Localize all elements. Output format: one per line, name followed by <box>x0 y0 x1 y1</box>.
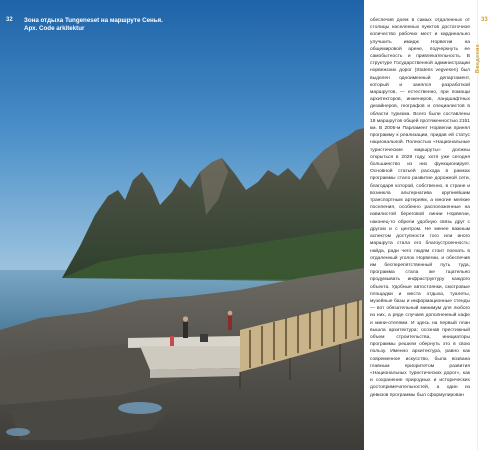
section-label: Введение <box>475 44 481 74</box>
page-number-right: 33 <box>481 17 488 23</box>
page-number-left: 32 <box>6 17 13 23</box>
caption-title: Зона отдыха Tungeneset на маршруте Сенья. <box>24 17 163 24</box>
caption-credit: Арх. Code arkitektur <box>24 25 85 32</box>
photo-caption <box>24 17 184 33</box>
body-text-column <box>370 17 470 399</box>
body-paragraph: обеспечив доем в самых отдаленных от столицы населенных пунктов достаточное количество рабочих мест и кардинально улучшить имидж Норвегии на общемировой арене, подчеркнуть ее самобытность и привлекательность. В структуре Государственной администрации норвежских дорог (Statens vegvesen) был выделен одноименный департамент, который и занялся разработкой маршрутов, — естественно, при помощи архитекторов, инженеров, ландшафтных дизайнеров, географов и специалистов в области туризма. Всего были составлены 18 маршрутов общей протяженностью 2151 км. В 2005-м Парламент Норвегии принял программу к реализации, придав ей статус национальной. Полностью «Национальные туристические маршруты» должны открыться в 2029 году, хотя уже сегодня большинство из них функционирует. Основной статьей расхода в рамках программы стало развитие дорожной сети, благодаря которой, собственно, в стране и возникла альтернатива крупнейшим транспортным артериям, а многие мелкие поселения, особенно расположенные на извилистой береговой линии Норвегии, наконец-то обрели удобную связь друг с другом и с центром. Не менее важным аспектом доступности того или иного маршрута стала его благоустроенность: найда, ради чего людям стоит поехать в отдаленный уголок Норвегии, и обеспечив им бесперепятственный путь туда, программа стала же тщательно продумывать инфраструктуру каждого объекта. Удобные автостоянки, смотровые площадки и места отдыха, туалеты, музейные базы и информационные стенды — вот обязательный минимум для любого из них, а ряде случаев дополненный кафе и мини-отелями. И здесь на первый план вышла архитектура: осознав престижный объем строительства, инициаторы программы решили обернуть это в свою пользу. Именно архитектура, равно как современное искусство, была возвана главным приоритетом развития «Национальных туристических дорог», как и сохранение природных и исторических достопримечательностей, а один из девизов программы был сформулирован <box>370 18 470 398</box>
